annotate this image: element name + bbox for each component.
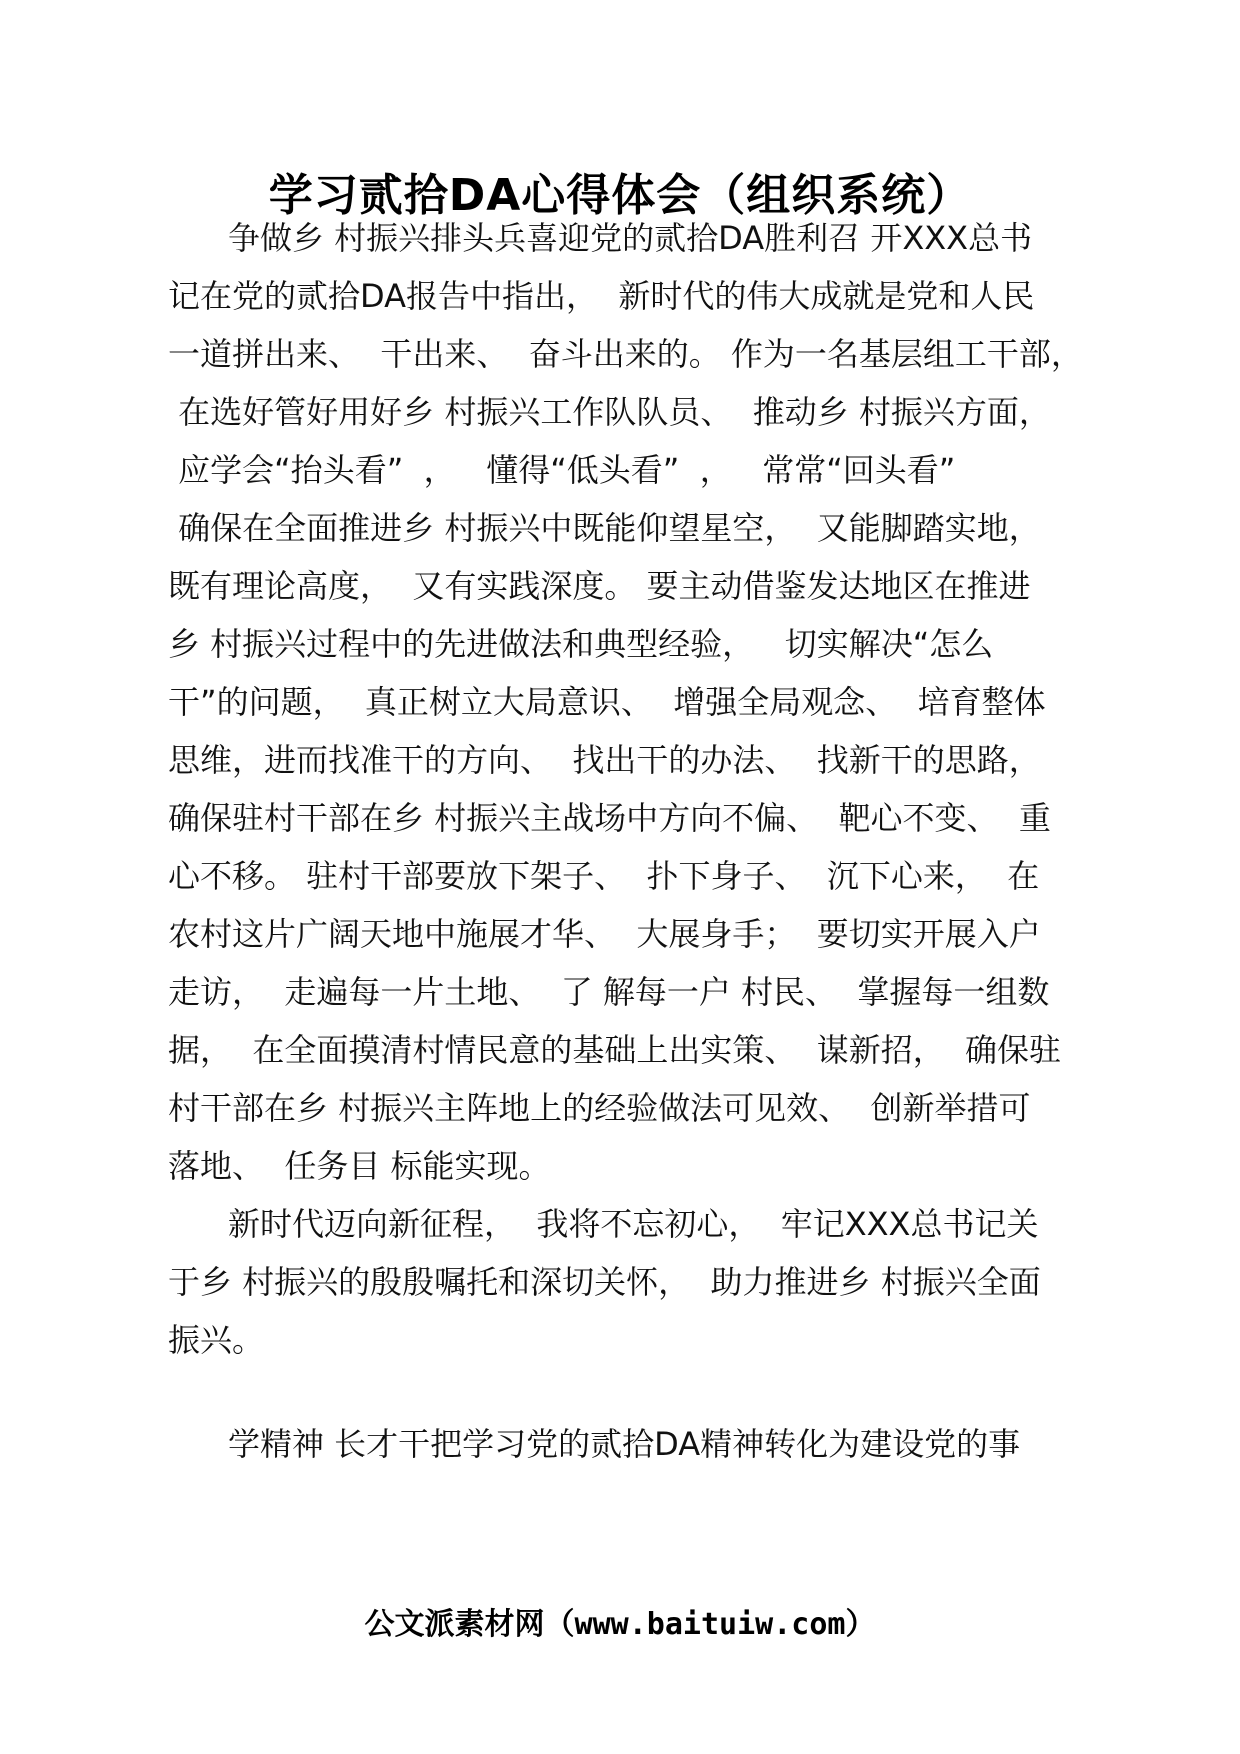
body-line-text: 既有理论高度， 又有实践深度。 要主动借鉴发达地区在推进	[168, 567, 1031, 605]
body-line	[0, 1308, 1240, 1372]
body-line-text: 乡 村振兴过程中的先进做法和典型经验， 切实解决“怎么	[168, 625, 994, 663]
body-line-text: 确保在全面推进乡 村振兴中既能仰望星空， 又能脚踏实地，	[168, 509, 1041, 547]
body-line-text: 应学会“抬头看” ， 懂得“低头看” ， 常常“回头看”	[168, 451, 956, 489]
body-line	[0, 554, 1240, 618]
body-line	[0, 728, 1240, 792]
body-line-text: 在选好管好用好乡 村振兴工作队队员、 推动乡 村振兴方面，	[168, 393, 1051, 431]
body-line-text: 新时代迈向新征程， 我将不忘初心， 牢记XXX总书记关	[228, 1205, 1039, 1243]
body-line	[0, 438, 1240, 502]
body-line	[0, 1076, 1240, 1140]
body-line	[0, 1134, 1240, 1198]
body-line	[0, 786, 1240, 850]
body-line-text: 落地、 任务目 标能实现。	[168, 1147, 551, 1185]
body-line-text: 走访， 走遍每一片土地、 了 解每一户 村民、 掌握每一组数	[168, 973, 1050, 1011]
body-line-text: 记在党的贰拾DA报告中指出， 新时代的伟大成就是党和人民	[168, 277, 1035, 315]
document-title: 学习贰拾DA心得体会（组织系统）	[268, 170, 972, 221]
body-line	[0, 1250, 1240, 1314]
body-line	[0, 960, 1240, 1024]
body-line	[0, 496, 1240, 560]
body-line-text: 农村这片广阔天地中施展才华、 大展身手； 要切实开展入户	[168, 915, 1041, 953]
body-line-text: 村干部在乡 村振兴主阵地上的经验做法可见效、 创新举措可	[168, 1089, 1031, 1127]
body-line	[0, 1192, 1240, 1256]
body-line	[0, 1018, 1240, 1082]
body-line	[0, 902, 1240, 966]
body-line	[0, 380, 1240, 444]
body-line	[0, 322, 1240, 386]
body-line	[0, 1412, 1240, 1476]
body-line-text: 确保驻村干部在乡 村振兴主战场中方向不偏、 靶心不变、 重	[168, 799, 1051, 837]
body-line	[0, 264, 1240, 328]
body-line-text: 于乡 村振兴的殷殷嘱托和深切关怀， 助力推进乡 村振兴全面	[168, 1263, 1041, 1301]
body-line-text: 振兴。	[168, 1321, 265, 1359]
body-line-text: 学精神 长才干把学习党的贰拾DA精神转化为建设党的事	[228, 1425, 1021, 1463]
body-line	[0, 844, 1240, 908]
body-line	[0, 612, 1240, 676]
body-line	[0, 670, 1240, 734]
body-line-text: 思维，进而找准干的方向、 找出干的办法、 找新干的思路，	[168, 741, 1041, 779]
body-line-text: 争做乡 村振兴排头兵喜迎党的贰拾DA胜利召 开XXX总书	[228, 219, 1033, 257]
body-line	[0, 206, 1240, 270]
body-line-text: 心不移。 驻村干部要放下架子、 扑下身子、 沉下心来， 在	[168, 857, 1040, 895]
body-line-text: 据， 在全面摸清村情民意的基础上出实策、 谋新招， 确保驻	[168, 1031, 1062, 1069]
body-line-text: 干”的问题， 真正树立大局意识、 增强全局观念、 培育整体	[168, 683, 1046, 721]
footer-watermark: 公文派素材网（www.baituiw.com）	[364, 1607, 876, 1642]
body-line-text: 一道拼出来、 干出来、 奋斗出来的。 作为一名基层组工干部，	[168, 335, 1083, 373]
